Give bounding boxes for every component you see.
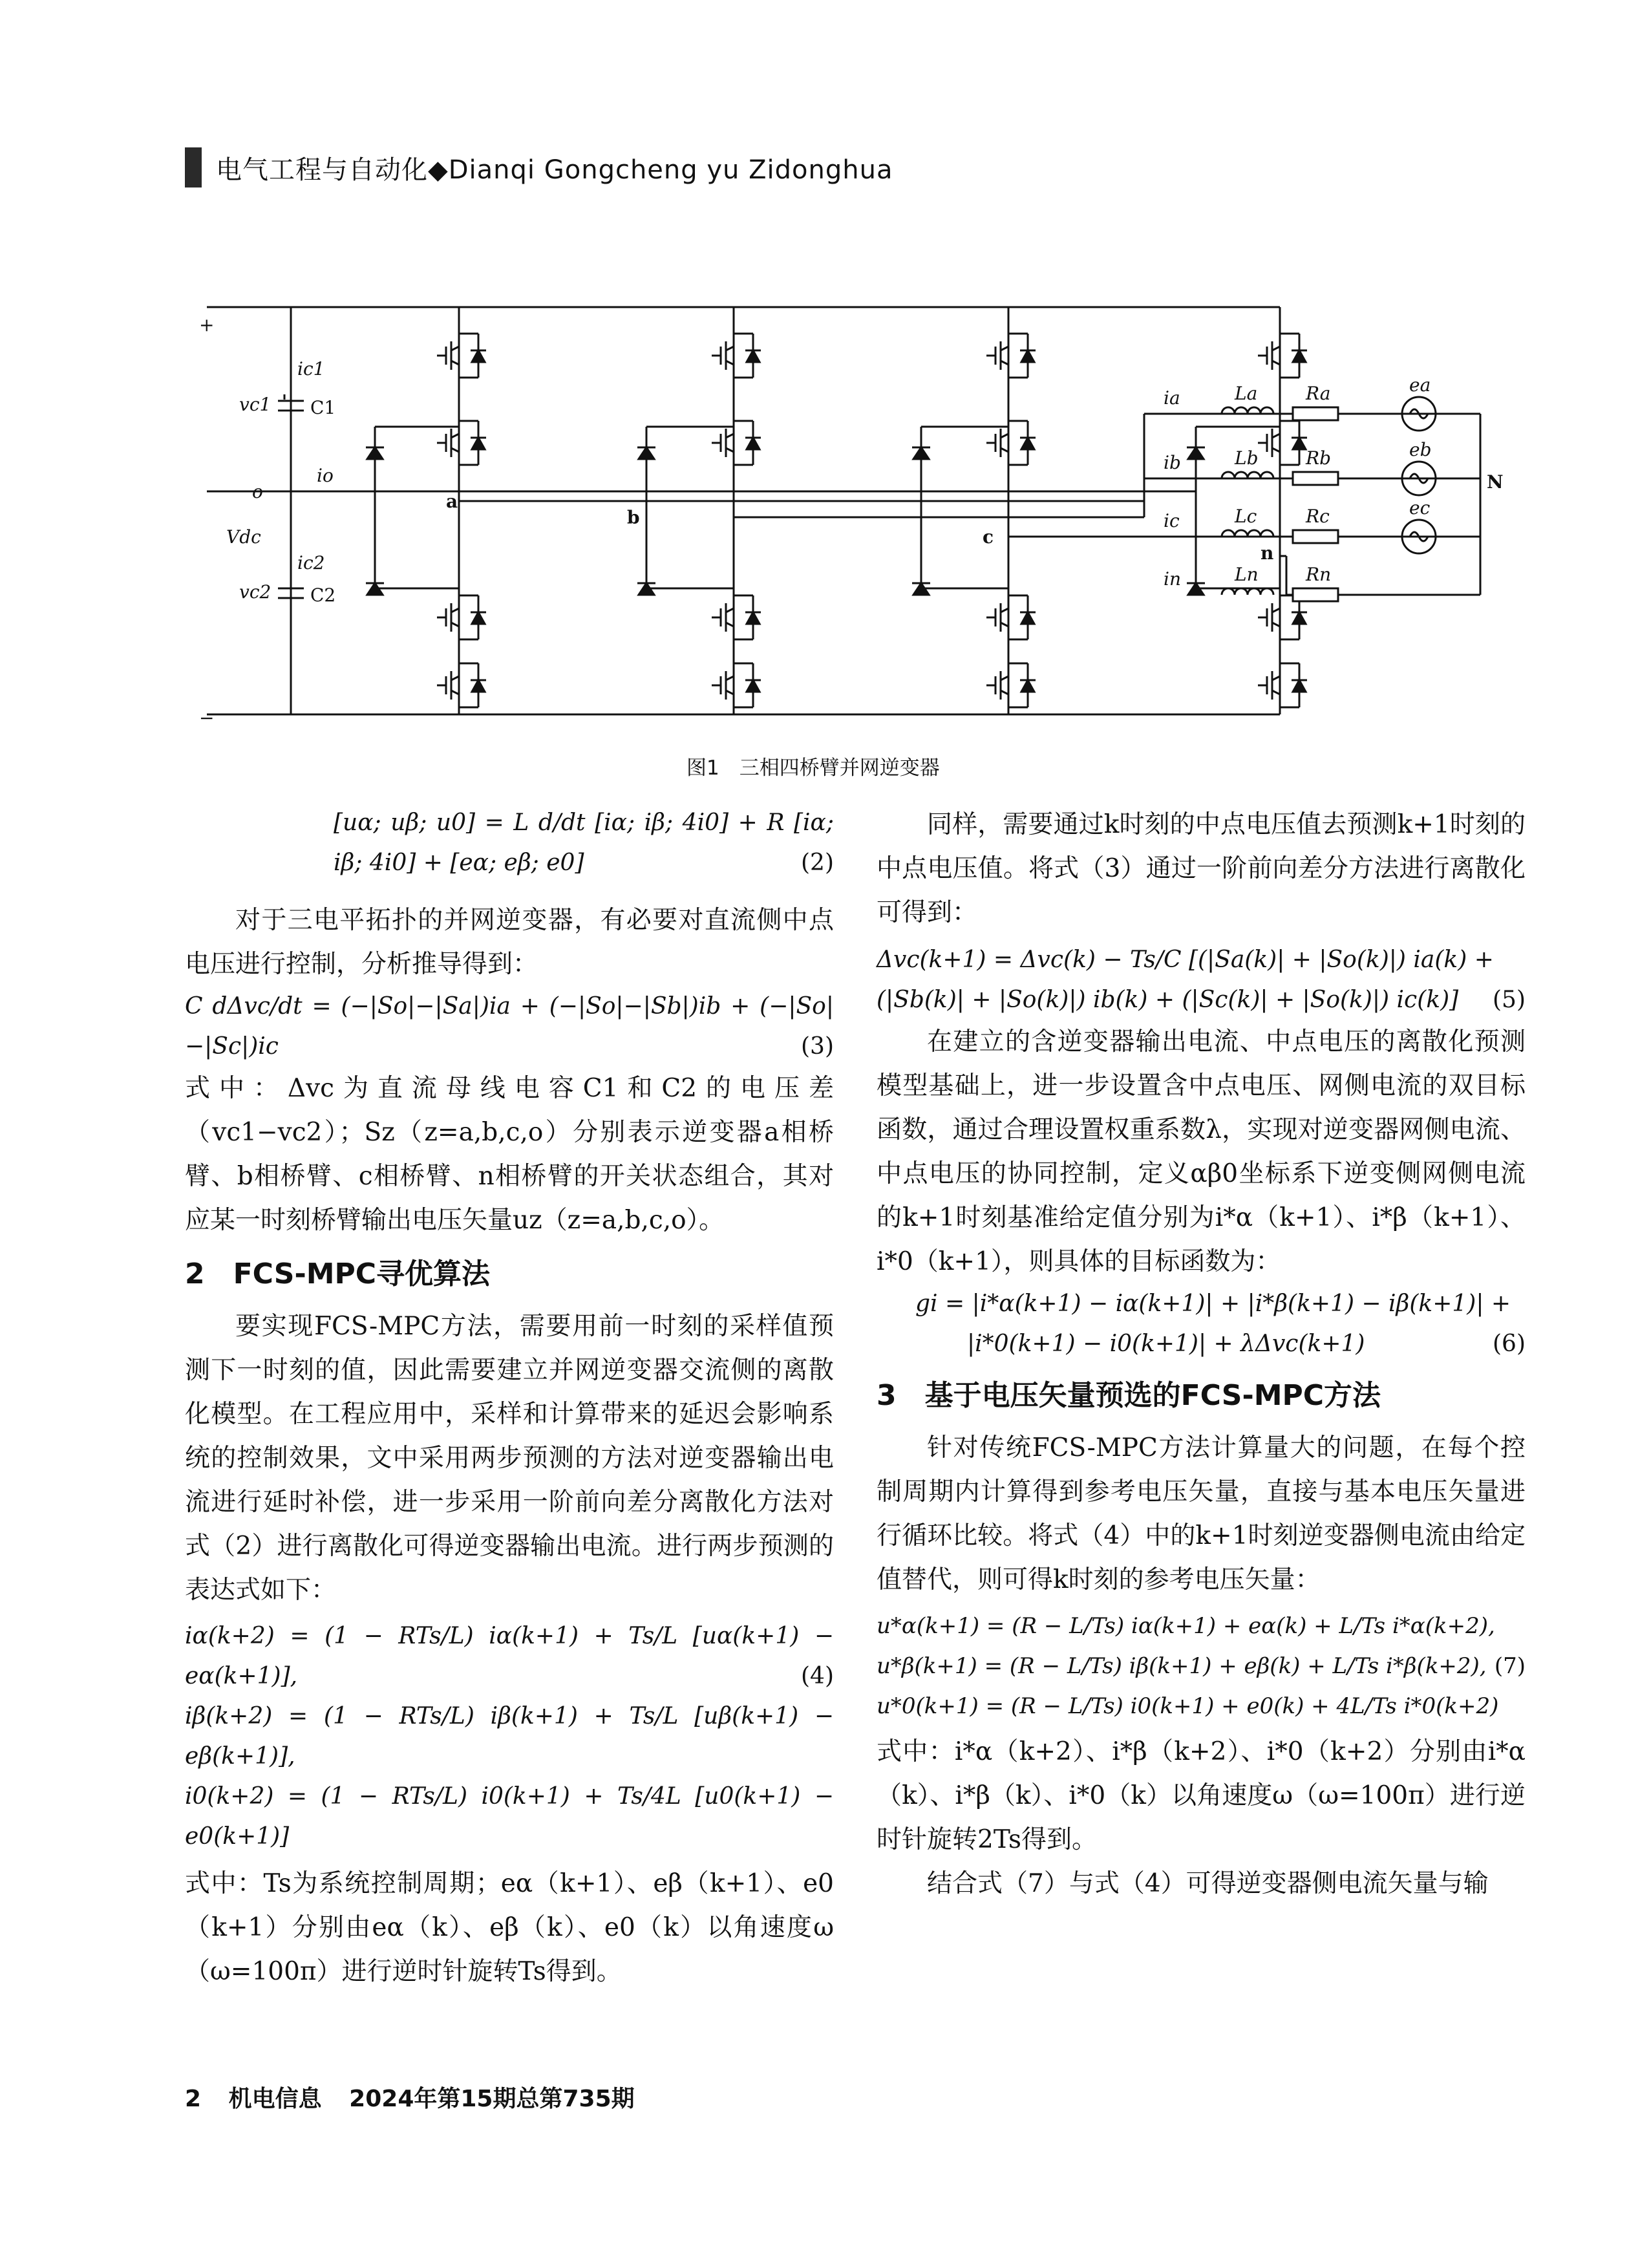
page-header bbox=[185, 147, 893, 187]
paragraph: 式中：Ts为系统控制周期；eα（k+1）、eβ（k+1）、e0（k+1）分别由eα（k）、eβ（k）、e0（k）以角速度ω（ω=100π）进行逆时针旋转Ts得到。 bbox=[185, 1869, 834, 1986]
right-column bbox=[877, 803, 1526, 1906]
left-column bbox=[185, 803, 834, 1994]
journal-name: 机电信息 bbox=[228, 2086, 322, 2112]
figure-caption: 图1 三相四桥臂并网逆变器 bbox=[686, 756, 940, 780]
equation-5: Δvc(k+1) = Δvc(k) − Ts/C [(|Sa(k)| + |So(k)|) ia(k) + (|Sb(k)| + |So(k)|) ib(k) + (|Sc(k)| + |So(k)|) ic(k)] (5) bbox=[877, 947, 1526, 1013]
paragraph: 结合式（7）与式（4）可得逆变器侧电流矢量与输 bbox=[927, 1869, 1489, 1898]
svg-text:Rb: Rb bbox=[1306, 447, 1332, 469]
svg-text:Lb: Lb bbox=[1235, 447, 1259, 469]
svg-text:n: n bbox=[1261, 542, 1274, 564]
page-number: 2 bbox=[185, 2086, 202, 2112]
svg-text:+: + bbox=[199, 314, 215, 336]
equation-2: [uα; uβ; u0] = L d/dt [iα; iβ; 4i0] + R [iα; iβ; 4i0] + [eα; eβ; e0] (2) bbox=[334, 809, 834, 876]
svg-text:c: c bbox=[983, 526, 994, 548]
svg-text:C2: C2 bbox=[310, 584, 336, 606]
page-footer bbox=[185, 2081, 654, 2113]
svg-text:ec: ec bbox=[1409, 497, 1431, 519]
svg-text:Ln: Ln bbox=[1235, 564, 1259, 585]
equation-6: gi = |i*α(k+1) − iα(k+1)| + |i*β(k+1) − iβ(k+1)| + |i*0(k+1) − i0(k+1)| + λΔvc(k+1) (6) bbox=[915, 1290, 1526, 1357]
svg-text:Vdc: Vdc bbox=[226, 526, 261, 548]
svg-text:ic2: ic2 bbox=[297, 552, 325, 573]
equation-3: C dΔvc/dt = (−|So|−|Sa|)ia + (−|So|−|Sb|)ib + (−|So|−|Sc|)ic (3) bbox=[185, 993, 834, 1060]
paragraph: 在建立的含逆变器输出电流、中点电压的离散化预测模型基础上，进一步设置含中点电压、网侧电流的双目标函数，通过合理设置权重系数λ，实现对逆变器网侧电流、中点电压的协同控制，定义αβ0坐标系下逆变侧网侧电流的k+1时刻基准给定值分别为i*α（k+1）、i*β（k+1）、i*0（k+1），则具体的目标函数为： bbox=[877, 1027, 1526, 1276]
header-bar bbox=[185, 147, 202, 187]
svg-text:ic: ic bbox=[1164, 510, 1180, 531]
section-heading-2: 2 FCS-MPC寻优算法 bbox=[185, 1257, 491, 1290]
svg-text:o: o bbox=[252, 481, 263, 502]
paragraph: 同样，需要通过k时刻的中点电压值去预测k+1时刻的中点电压值。将式（3）通过一阶前向差分方法进行离散化可得到： bbox=[877, 810, 1526, 927]
svg-text:vc2: vc2 bbox=[239, 581, 271, 603]
svg-text:Rn: Rn bbox=[1306, 564, 1332, 585]
paragraph: 针对传统FCS-MPC方法计算量大的问题，在每个控制周期内计算得到参考电压矢量，直接与基本电压矢量进行循环比较。将式（4）中的k+1时刻逆变器侧电流由给定值替代，则可得k时刻的参考电压矢量： bbox=[877, 1433, 1526, 1594]
svg-text:Ra: Ra bbox=[1306, 383, 1331, 404]
svg-text:Rc: Rc bbox=[1306, 506, 1330, 527]
svg-text:Lc: Lc bbox=[1235, 506, 1257, 527]
paragraph: 对于三电平拓扑的并网逆变器，有必要对直流侧中点电压进行控制，分析推导得到： bbox=[185, 906, 834, 979]
svg-text:vc1: vc1 bbox=[239, 394, 271, 415]
svg-text:io: io bbox=[317, 465, 334, 486]
svg-text:ic1: ic1 bbox=[297, 358, 325, 380]
svg-text:N: N bbox=[1487, 471, 1504, 493]
header-text: 电气工程与自动化◆Dianqi Gongcheng yu Zidonghua bbox=[216, 155, 893, 185]
svg-text:a: a bbox=[446, 491, 458, 512]
svg-text:−: − bbox=[199, 707, 215, 729]
svg-text:ib: ib bbox=[1164, 452, 1181, 473]
svg-text:La: La bbox=[1235, 383, 1258, 404]
svg-text:C1: C1 bbox=[310, 397, 336, 418]
section-heading-3: 3 基于电压矢量预选的FCS-MPC方法 bbox=[877, 1379, 1381, 1412]
paragraph: 式中：Δvc为直流母线电容C1和C2的电压差（vc1−vc2）；Sz（z=a,b,c,o）分别表示逆变器a相桥臂、b相桥臂、c相桥臂、n相桥臂的开关状态组合，其对应某一时刻桥臂输出电压矢量uz（z=a,b,c,o）。 bbox=[185, 1074, 834, 1235]
equation-4: iα(k+2) = (1 − RTs/L) iα(k+1) + Ts/L [uα(k+1) − eα(k+1)], iβ(k+2) = (1 − RTs/L) iβ(k+1) + Ts/L [uβ(k+1) − eβ(k+1)], i0(k+2) = (1 − RTs/L) i0(k+1) + Ts/4L [u0(k+1) − e0(k+1)] (4) bbox=[185, 1623, 834, 1850]
journal-issue: 2024年第15期总第735期 bbox=[349, 2086, 635, 2112]
paragraph: 要实现FCS-MPC方法，需要用前一时刻的采样值预测下一时刻的值，因此需要建立并网逆变器交流侧的离散化模型。在工程应用中，采样和计算带来的延迟会影响系统的控制效果，文中采用两步预测的方法对逆变器输出电流进行延时补偿，进一步采用一阶前向差分离散化方法对式（2）进行离散化可得逆变器输出电流。进行两步预测的表达式如下： bbox=[185, 1312, 834, 1605]
paragraph: 式中：i*α（k+2）、i*β（k+2）、i*0（k+2）分别由i*α（k）、i*β（k）、i*0（k）以角速度ω（ω=100π）进行逆时针旋转2Ts得到。 bbox=[877, 1737, 1526, 1854]
svg-text:eb: eb bbox=[1409, 439, 1432, 460]
inverter-circuit-diagram bbox=[187, 284, 1513, 737]
svg-text:b: b bbox=[627, 507, 640, 528]
svg-text:ia: ia bbox=[1164, 387, 1180, 409]
equation-7: u*α(k+1) = (R − L/Ts) iα(k+1) + eα(k) + L/Ts i*α(k+2), u*β(k+1) = (R − L/Ts) iβ(k+1) + eβ(k) + L/Ts i*β(k+2), u*0(k+1) = (R − L/Ts) i0(k+1) + e0(k) + 4L/Ts i*0(k+2) (7) bbox=[877, 1613, 1526, 1719]
svg-text:ea: ea bbox=[1409, 374, 1431, 396]
svg-text:in: in bbox=[1164, 568, 1181, 590]
